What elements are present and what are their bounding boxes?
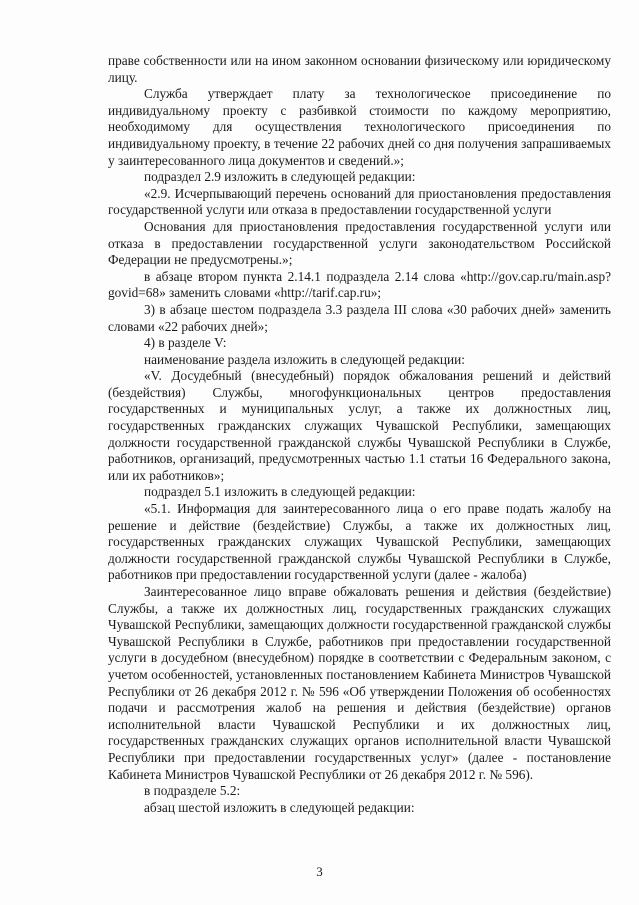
paragraph: в абзаце втором пункта 2.14.1 подраздела 2.14 слова «http://gov.cap.ru/main.asp?govid=68» заменить словами «http://tarif.cap.ru»;: [108, 268, 611, 301]
paragraph: Заинтересованное лицо вправе обжаловать решения и действия (бездействие) Службы, а также их должностных лиц, государственных гражданских служащих Чувашской Республики, замещающих должности государственной гражданской службы Чувашской Республики в Службе, работников при предоставлении государственной услуги в досудебном (внесудебном) порядке в соответствии с Федеральным законом, с учетом особенностей, установленных постановлением Кабинета Министров Чувашской Республики от 26 декабря 2012 г. № 596 «Об утверждении Положения об особенностях подачи и рассмотрения жалоб на решения и действия (бездействие) органов исполнительной власти Чувашской Республики и их должностных лиц, государственных гражданских служащих органов исполнительной власти Чувашской Республики при предоставлении государственных услуг» (далее - постановление Кабинета Министров Чувашской Республики от 26 декабря 2012 г. № 596).: [108, 584, 611, 782]
paragraph: «2.9. Исчерпывающий перечень оснований для приостановления предоставления государственной услуги или отказа в предоставлении государственной услуги: [108, 185, 611, 218]
page-number: 3: [316, 864, 323, 879]
paragraph: подраздел 5.1 изложить в следующей редакции:: [144, 484, 416, 500]
document-body: [108, 53, 611, 816]
paragraph: подраздел 2.9 изложить в следующей редакции:: [144, 169, 416, 185]
paragraph: в подразделе 5.2:: [144, 783, 241, 799]
paragraph: 4) в разделе V:: [144, 335, 227, 351]
paragraph: «V. Досудебный (внесудебный) порядок обжалования решений и действий (бездействия) Службы, многофункциональных центров предоставления государственных и муниципальных услуг, а также их должностных лиц, государственных гражданских служащих Чувашской Республики, замещающих должности государственной гражданской службы Чувашской Республики в Службе, работников, организаций, предусмотренных частью 1.1 статьи 16 Федерального закона, или их работников»;: [108, 368, 611, 483]
paragraph: «5.1. Информация для заинтересованного лица о его праве подать жалобу на решение и действие (бездействие) Службы, а также их должностных лиц, государственных гражданских служащих Чувашской Республики, замещающих должности государственной гражданской службы Чувашской Республики в Службе, работников при предоставлении государственной услуги (далее - жалоба): [108, 501, 611, 583]
paragraph: 3) в абзаце шестом подраздела 3.3 раздела III слова «30 рабочих дней» заменить словами «22 рабочих дней»;: [108, 301, 611, 334]
paragraph: Служба утверждает плату за технологическое присоединение по индивидуальному проекту с разбивкой стоимости по каждому мероприятию, необходимому для осуществления технологического присоединения по индивидуальному проекту, в течение 22 рабочих дней со дня получения запрашиваемых у заинтересованного лица документов и сведений.»;: [108, 86, 611, 168]
paragraph: наименование раздела изложить в следующей редакции:: [144, 351, 465, 367]
paragraph: абзац шестой изложить в следующей редакции:: [144, 799, 415, 815]
paragraph: праве собственности или на ином законном основании физическому или юридическому лицу.: [108, 53, 611, 85]
paragraph: Основания для приостановления предоставления государственной услуги или отказа в предоставлении государственной услуги законодательством Российской Федерации не предусмотрены.»;: [108, 218, 611, 268]
